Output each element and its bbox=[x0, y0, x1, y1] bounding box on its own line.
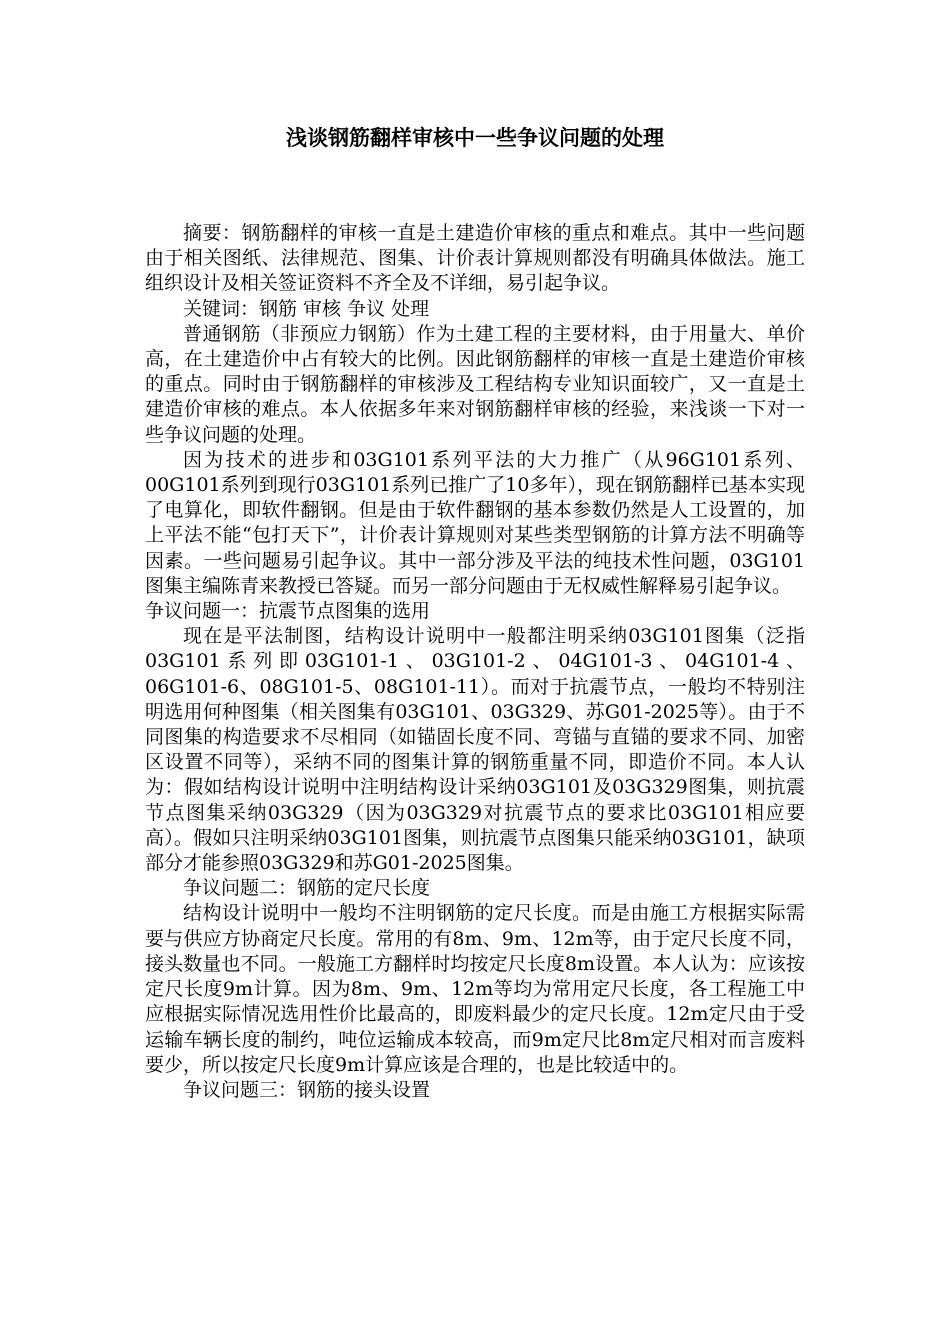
document-body bbox=[145, 221, 805, 1103]
abstract-paragraph: 摘要：钢筋翻样的审核一直是土建造价审核的重点和难点。其中一些问题由于相关图纸、法律规范、图集、计价表计算规则都没有明确具体做法。施工组织设计及相关签证资料不齐全及不详细，易引起争议。 bbox=[145, 222, 805, 295]
document-title: 浅谈钢筋翻样审核中一些争议问题的处理 bbox=[286, 125, 664, 150]
keywords-paragraph: 关键词：钢筋 审核 争议 处理 bbox=[183, 297, 430, 320]
section-heading: 争议问题三：钢筋的接头设置 bbox=[183, 1078, 431, 1101]
section-heading: 争议问题二：钢筋的定尺长度 bbox=[183, 877, 431, 900]
body-paragraph: 普通钢筋（非预应力钢筋）作为土建工程的主要材料，由于用量大、单价高，在土建造价中占有较大的比例。因此钢筋翻样的审核一直是土建造价审核的重点。同时由于钢筋翻样的审核涉及工程结构专业知识面较广，又一直是土建造价审核的难点。本人依据多年来对钢筋翻样审核的经验，来浅谈一下对一些争议问题的处理。 bbox=[145, 322, 805, 446]
body-paragraph: 现在是平法制图，结构设计说明中一般都注明采纳03G101图集（泛指03G101系列即03G101-1、03G101-2、04G101-3、04G101-4、06G101-6、08G101-5、08G101-11）。而对于抗震节点，一般均不特别注明选用何种图集（相关图集有03G101、03G329、苏G01-2025等）。由于不同图集的构造要求不尽相同（如锚固长度不同、弯锚与直锚的要求不同、加密区设置不同等），采纳不同的图集计算的钢筋重量不同，即造价不同。本人认为：假如结构设计说明中注明结构设计采纳03G101及03G329图集，则抗震节点图集采纳03G329（因为03G329对抗震节点的要求比03G101相应要高）。假如只注明采纳03G101图集，则抗震节点图集只能采纳03G101，缺项部分才能参照03G329和苏G01-2025图集。 bbox=[145, 625, 805, 875]
body-paragraph: 因为技术的进步和03G101系列平法的大力推广（从96G101系列、00G101系列到现行03G101系列已推广了10多年），现在钢筋翻样已基本实现了电算化，即软件翻钢。但是由于软件翻钢的基本参数仍然是人工设置的，加上平法不能“包打天下”，计价表计算规则对某些类型钢筋的计算方法不明确等因素。一些问题易引起争议。其中一部分涉及平法的纯技术性问题，03G101图集主编陈青来教授已答疑。而另一部分问题由于无权威性解释易引起争议。 bbox=[145, 448, 805, 597]
section-heading: 争议问题一：抗震节点图集的选用 bbox=[145, 600, 431, 623]
body-paragraph: 结构设计说明中一般均不注明钢筋的定尺长度。而是由施工方根据实际需要与供应方协商定尺长度。常用的有8m、9m、12m等，由于定尺长度不同，接头数量也不同。一般施工方翻样时均按定尺长度8m设置。本人认为：应该按定尺长度9m计算。因为8m、9m、12m等均为常用定尺长度，各工程施工中应根据实际情况选用性价比最高的，即废料最少的定尺长度。12m定尺由于受运输车辆长度的制约，吨位运输成本较高，而9m定尺比8m定尺相对而言废料要少，所以按定尺长度9m计算应该是合理的，也是比较适中的。 bbox=[145, 902, 805, 1076]
